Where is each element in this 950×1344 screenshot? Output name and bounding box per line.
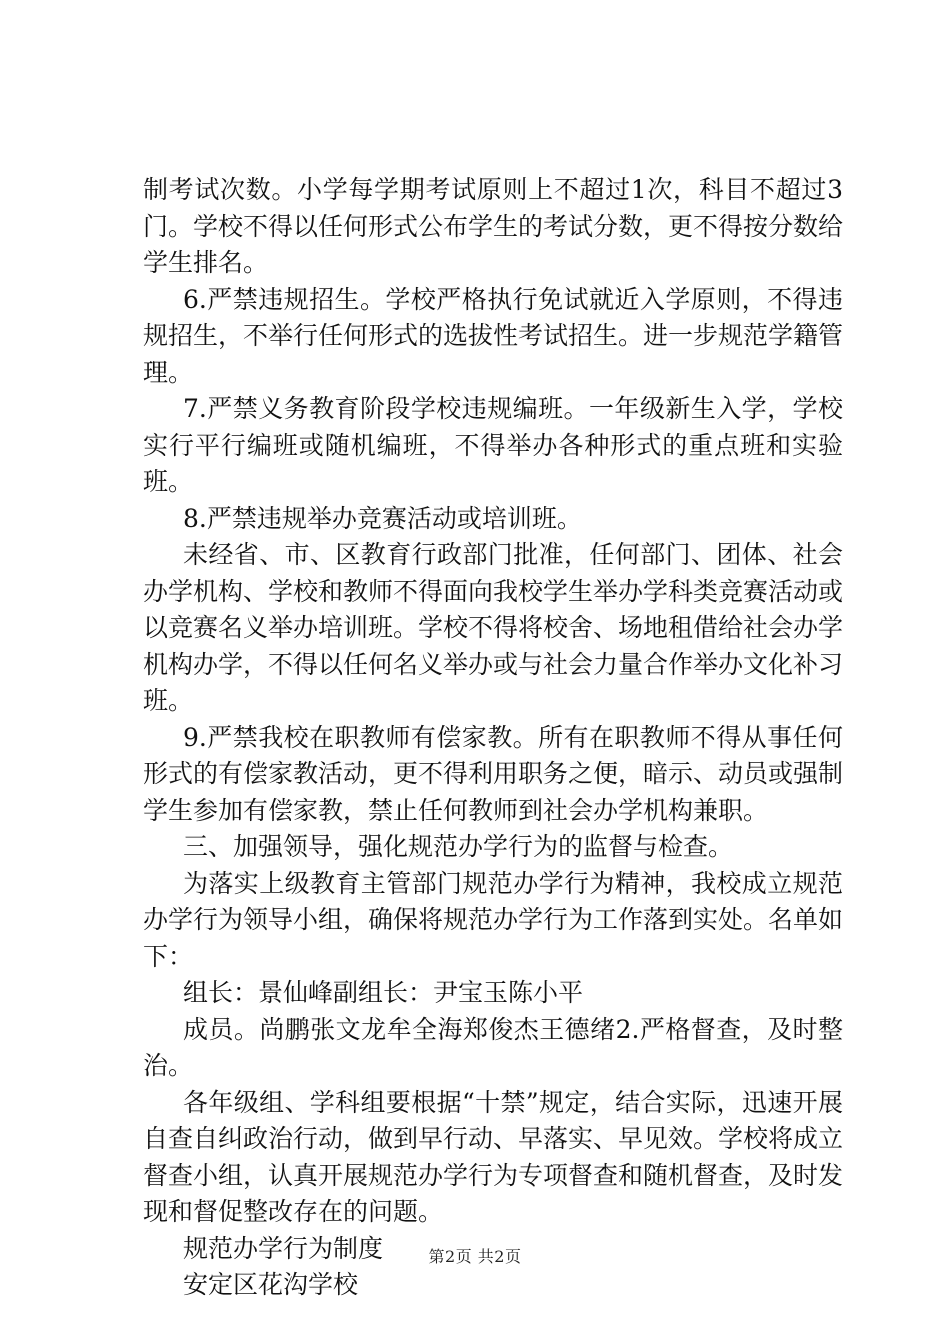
paragraph-group-leaders: 组长：景仙峰副组长：尹宝玉陈小平 (183, 978, 584, 1007)
paragraph-exam-limits: 制考试次数。小学每学期考试原则上不超过1次，科目不超过3门。学校不得以任何形式公布学生的考试分数，更不得按分数给学生排名。 (143, 175, 844, 277)
document-body (143, 172, 843, 1304)
paragraph-group-members: 成员。尚鹏张文龙牟全海郑俊杰王德绪2.严格督查，及时整治。 (143, 1014, 843, 1080)
paragraph-item-8-detail: 未经省、市、区教育行政部门批准，任何部门、团体、社会办学机构、学校和教师不得面向我校学生举办学科类竞赛活动或以竞赛名义举办培训班。学校不得将校舍、场地租借给社会办学机构办学，不得以任何名义举办或与社会力量合作举办文化补习班。 (143, 540, 844, 715)
school-name-line: 安定区花沟学校 (183, 1270, 359, 1299)
document-title-line: 规范办学行为制度 (183, 1233, 384, 1263)
paragraph-item-8: 8.严禁违规举办竞赛活动或培训班。 (183, 503, 582, 533)
paragraph-item-6: 6.严禁违规招生。学校严格执行免试就近入学原则，不得违规招生，不举行任何形式的选拔性考试招生。进一步规范学籍管理。 (143, 284, 844, 387)
paragraph-item-9: 9.严禁我校在职教师有偿家教。所有在职教师不得从事任何形式的有偿家教活动，更不得利用职务之便，暗示、动员或强制学生参加有偿家教，禁止任何教师到社会办学机构兼职。 (143, 722, 844, 825)
paragraph-leadership-group: 为落实上级教育主管部门规范办学行为精神，我校成立规范办学行为领导小组，确保将规范办学行为工作落到实处。名单如下： (143, 868, 844, 971)
page-footer: 第2页 共2页 (428, 1247, 522, 1266)
paragraph-item-7: 7.严禁义务教育阶段学校违规编班。一年级新生入学，学校实行平行编班或随机编班，不得举办各种形式的重点班和实验班。 (143, 394, 843, 496)
section-heading-three: 三、加强领导，强化规范办学行为的监督与检查。 (183, 832, 734, 861)
paragraph-inspection: 各年级组、学科组要根据“十禁”规定，结合实际，迅速开展自查自纠政治行动，做到早行动、早落实、早见效。学校将成立督查小组，认真开展规范办学行为专项督查和随机督查，及时发现和督促整改存在的问题。 (143, 1087, 844, 1226)
